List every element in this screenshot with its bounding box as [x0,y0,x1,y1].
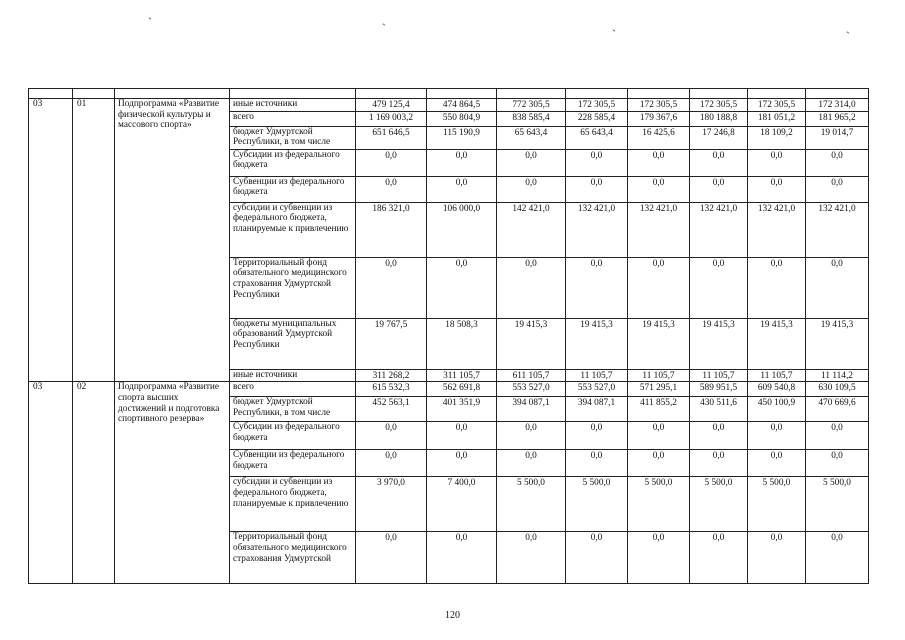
amount-cell: 132 421,0 [628,202,690,257]
amount-cell: 553 527,0 [566,382,628,397]
page-number: 120 [445,610,460,621]
amount-cell: 0,0 [806,422,869,450]
amount-cell: 0,0 [748,257,806,318]
amount-cell: 651 646,5 [356,126,427,149]
funding-source-cell: субсидии и субвенции из федерального бюджета, планируемые к привлечению [230,477,356,532]
funding-source-cell: всего [230,382,356,397]
amount-cell: 0,0 [427,450,497,477]
funding-source-cell: субсидии и субвенции из федерального бюджета, планируемые к привлечению [230,202,356,257]
amount-cell: 0,0 [628,532,690,584]
amount-cell: 18 508,3 [427,318,497,369]
amount-cell: 0,0 [427,532,497,584]
amount-cell: 0,0 [690,532,748,584]
amount-cell: 452 563,1 [356,397,427,422]
subprogram-code-cell: 02 [73,382,115,584]
header-cell [690,89,748,99]
header-cell [230,89,356,99]
funding-source-cell: Субсидии из федерального бюджета [230,422,356,450]
funding-source-cell: Субсидии из федерального бюджета [230,149,356,176]
amount-cell: 0,0 [356,149,427,176]
amount-cell: 0,0 [427,257,497,318]
amount-cell: 179 367,6 [628,111,690,126]
amount-cell: 0,0 [427,422,497,450]
scan-mark: ` [382,21,386,35]
amount-cell: 0,0 [806,532,869,584]
amount-cell: 411 855,2 [628,397,690,422]
funding-source-cell: иные источники [230,369,356,382]
amount-cell: 3 970,0 [356,477,427,532]
amount-cell: 5 500,0 [566,477,628,532]
amount-cell: 172 305,5 [566,99,628,112]
amount-cell: 11 105,7 [566,369,628,382]
amount-cell: 0,0 [356,450,427,477]
funding-source-cell: Субвенции из федерального бюджета [230,450,356,477]
amount-cell: 172 305,5 [628,99,690,112]
amount-cell: 0,0 [690,149,748,176]
amount-cell: 0,0 [427,176,497,202]
header-cell [29,89,73,99]
amount-cell: 589 951,5 [690,382,748,397]
amount-cell: 450 100,9 [748,397,806,422]
amount-cell: 65 643,4 [566,126,628,149]
table-row [29,99,869,112]
subprogram-name-cell: Подпрограмма «Развитие физической культуры и массового спорта» [115,99,230,382]
amount-cell: 0,0 [566,422,628,450]
amount-cell: 19 767,5 [356,318,427,369]
amount-cell: 0,0 [806,149,869,176]
amount-cell: 181 965,2 [806,111,869,126]
amount-cell: 430 511,6 [690,397,748,422]
amount-cell: 11 105,7 [748,369,806,382]
scan-mark: ` [846,29,850,43]
amount-cell: 0,0 [628,450,690,477]
amount-cell: 132 421,0 [748,202,806,257]
amount-cell: 772 305,5 [497,99,566,112]
amount-cell: 19 415,3 [748,318,806,369]
amount-cell: 630 109,5 [806,382,869,397]
scan-mark: ` [148,15,152,29]
amount-cell: 0,0 [748,149,806,176]
amount-cell: 65 643,4 [497,126,566,149]
amount-cell: 19 415,3 [566,318,628,369]
amount-cell: 311 268,2 [356,369,427,382]
amount-cell: 0,0 [690,176,748,202]
amount-cell: 0,0 [748,450,806,477]
funding-source-cell: бюджет Удмуртской Республики, в том числе [230,126,356,149]
amount-cell: 0,0 [566,532,628,584]
amount-cell: 0,0 [356,257,427,318]
amount-cell: 115 190,9 [427,126,497,149]
amount-cell: 19 415,3 [806,318,869,369]
amount-cell: 0,0 [628,176,690,202]
funding-source-cell: всего [230,111,356,126]
amount-cell: 172 305,5 [748,99,806,112]
amount-cell: 7 400,0 [427,477,497,532]
amount-cell: 172 305,5 [690,99,748,112]
amount-cell: 180 188,8 [690,111,748,126]
amount-cell: 609 540,8 [748,382,806,397]
amount-cell: 0,0 [497,257,566,318]
amount-cell: 19 415,3 [628,318,690,369]
amount-cell: 19 415,3 [497,318,566,369]
amount-cell: 0,0 [497,532,566,584]
amount-cell: 5 500,0 [690,477,748,532]
amount-cell: 0,0 [356,532,427,584]
amount-cell: 132 421,0 [806,202,869,257]
amount-cell: 0,0 [628,257,690,318]
header-cell [115,89,230,99]
amount-cell: 0,0 [497,176,566,202]
amount-cell: 615 532,3 [356,382,427,397]
row-code-cell: 03 [29,382,73,584]
amount-cell: 0,0 [628,422,690,450]
amount-cell: 1 169 003,2 [356,111,427,126]
amount-cell: 132 421,0 [690,202,748,257]
amount-cell: 11 105,7 [690,369,748,382]
amount-cell: 0,0 [566,149,628,176]
amount-cell: 0,0 [806,176,869,202]
funding-source-cell: бюджеты муниципальных образований Удмуртской Республики [230,318,356,369]
amount-cell: 0,0 [628,149,690,176]
header-cell [427,89,497,99]
header-cell [356,89,427,99]
amount-cell: 0,0 [690,422,748,450]
amount-cell: 11 114,2 [806,369,869,382]
amount-cell: 18 109,2 [748,126,806,149]
financing-table [28,88,869,584]
amount-cell: 0,0 [497,450,566,477]
amount-cell: 0,0 [497,422,566,450]
amount-cell: 132 421,0 [566,202,628,257]
amount-cell: 228 585,4 [566,111,628,126]
amount-cell: 0,0 [427,149,497,176]
funding-source-cell: иные источники [230,99,356,112]
amount-cell: 0,0 [356,422,427,450]
funding-source-cell: Субвенции из федерального бюджета [230,176,356,202]
header-cell [566,89,628,99]
header-cell [497,89,566,99]
amount-cell: 611 105,7 [497,369,566,382]
amount-cell: 16 425,6 [628,126,690,149]
amount-cell: 181 051,2 [748,111,806,126]
amount-cell: 0,0 [566,257,628,318]
table-header-row [29,89,869,99]
amount-cell: 0,0 [748,422,806,450]
amount-cell: 106 000,0 [427,202,497,257]
subprogram-name-cell: Подпрограмма «Развитие спорта высших достижений и подготовка спортивного резерва» [115,382,230,584]
amount-cell: 5 500,0 [806,477,869,532]
amount-cell: 17 246,8 [690,126,748,149]
amount-cell: 474 864,5 [427,99,497,112]
amount-cell: 0,0 [690,450,748,477]
amount-cell: 0,0 [748,532,806,584]
amount-cell: 0,0 [566,450,628,477]
funding-source-cell: Территориальный фонд обязательного медицинского страхования Удмуртской [230,532,356,584]
amount-cell: 186 321,0 [356,202,427,257]
funding-source-cell: бюджет Удмуртской Республики, в том числе [230,397,356,422]
header-cell [73,89,115,99]
amount-cell: 142 421,0 [497,202,566,257]
amount-cell: 0,0 [748,176,806,202]
amount-cell: 0,0 [690,257,748,318]
amount-cell: 394 087,1 [566,397,628,422]
amount-cell: 553 527,0 [497,382,566,397]
amount-cell: 0,0 [806,450,869,477]
subprogram-code-cell: 01 [73,99,115,382]
amount-cell: 401 351,9 [427,397,497,422]
amount-cell: 0,0 [497,149,566,176]
amount-cell: 19 415,3 [690,318,748,369]
amount-cell: 550 804,9 [427,111,497,126]
amount-cell: 19 014,7 [806,126,869,149]
scan-mark: ` [612,27,616,41]
amount-cell: 470 669,6 [806,397,869,422]
amount-cell: 172 314,0 [806,99,869,112]
amount-cell: 838 585,4 [497,111,566,126]
amount-cell: 311 105,7 [427,369,497,382]
header-cell [748,89,806,99]
amount-cell: 394 087,1 [497,397,566,422]
amount-cell: 0,0 [356,176,427,202]
amount-cell: 562 691,8 [427,382,497,397]
header-cell [628,89,690,99]
table-row [29,382,869,397]
amount-cell: 5 500,0 [628,477,690,532]
funding-source-cell: Территориальный фонд обязательного медицинского страхования Удмуртской Республики [230,257,356,318]
amount-cell: 0,0 [806,257,869,318]
row-code-cell: 03 [29,99,73,382]
amount-cell: 5 500,0 [497,477,566,532]
header-cell [806,89,869,99]
amount-cell: 479 125,4 [356,99,427,112]
amount-cell: 0,0 [566,176,628,202]
amount-cell: 11 105,7 [628,369,690,382]
amount-cell: 5 500,0 [748,477,806,532]
amount-cell: 571 295,1 [628,382,690,397]
